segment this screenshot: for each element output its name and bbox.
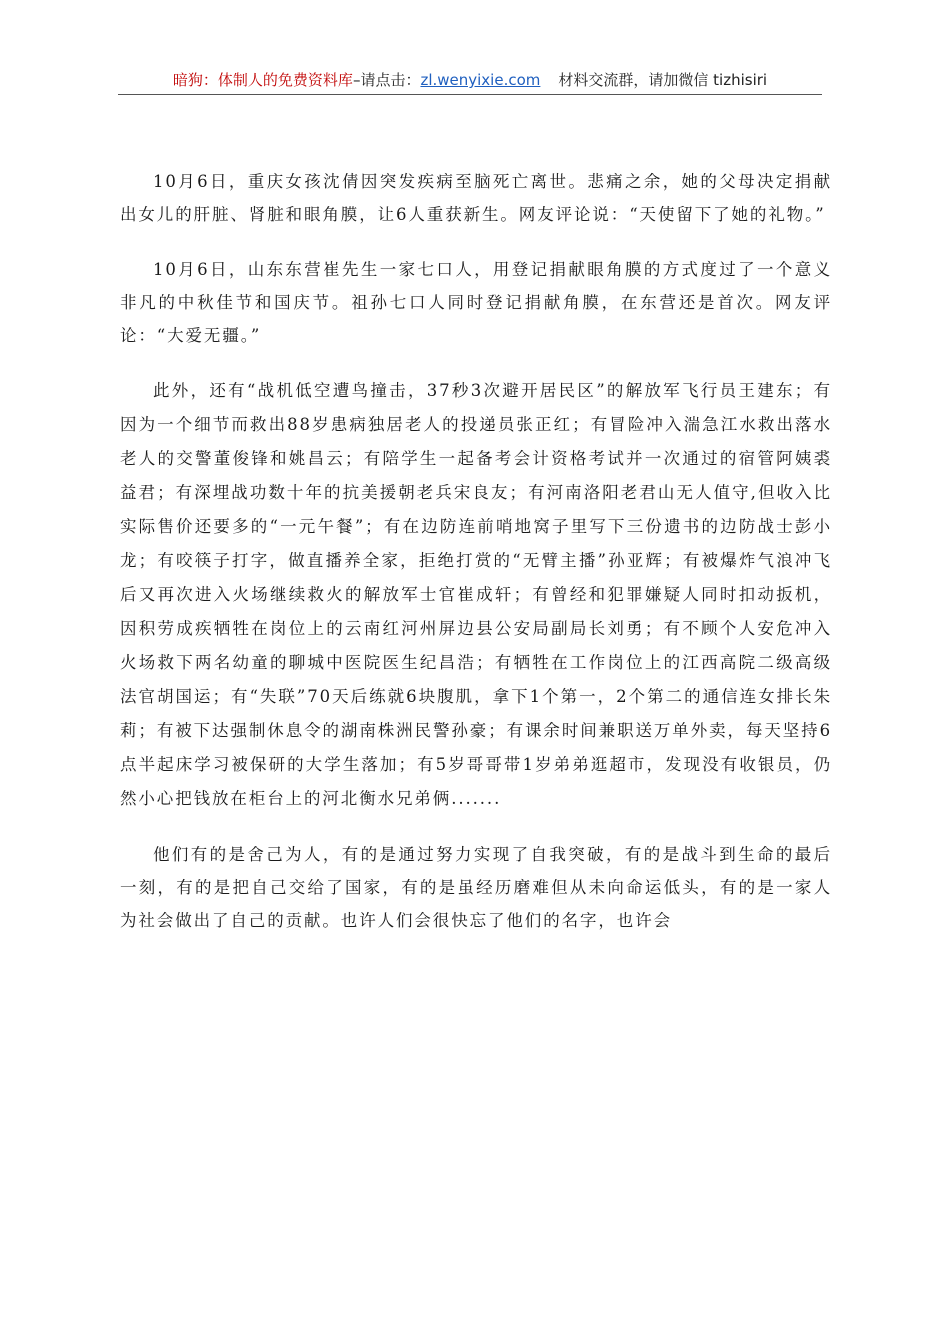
header-prompt: –请点击： xyxy=(352,71,421,89)
paragraph-1: 10月6日，重庆女孩沈倩因突发疾病至脑死亡离世。悲痛之余，她的父母决定捐献出女儿的肝脏、肾脏和眼角膜，让6人重获新生。网友评论说：“天使留下了她的礼物。” xyxy=(120,172,832,224)
header-link[interactable]: zl.wenyixie.com xyxy=(420,71,541,89)
header-brand: 暗狗：体制人的免费资料库 xyxy=(172,71,353,89)
document-body xyxy=(120,165,832,959)
page-header xyxy=(118,70,822,95)
header-contact: 材料交流群，请加微信 tizhisiri xyxy=(558,71,768,89)
paragraph-4: 他们有的是舍己为人，有的是通过努力实现了自我突破，有的是战斗到生命的最后一刻，有的是把自己交给了国家，有的是虽经历磨难但从未向命运低头，有的是一家人为社会做出了自己的贡献。也许人们会很快忘了他们的名字，也许会 xyxy=(120,845,832,930)
paragraph-2: 10月6日，山东东营崔先生一家七口人，用登记捐献眼角膜的方式度过了一个意义非凡的中秋佳节和国庆节。祖孙七口人同时登记捐献角膜，在东营还是首次。网友评论：“大爱无疆。” xyxy=(120,260,832,345)
paragraph-3: 此外，还有“战机低空遭鸟撞击，37秒3次避开居民区”的解放军飞行员王建东；有因为一个细节而救出88岁患病独居老人的投递员张正红；有冒险冲入湍急江水救出落水老人的交警董俊锋和姚昌云；有陪学生一起备考会计资格考试并一次通过的宿管阿姨裘益君；有深埋战功数十年的抗美援朝老兵宋良友；有河南洛阳老君山无人值守,但收入比实际售价还要多的“一元午餐”；有在边防连前哨地窝子里写下三份遗书的边防战士彭小龙；有咬筷子打字，做直播养全家，拒绝打赏的“无臂主播”孙亚辉；有被爆炸气浪冲飞后又再次进入火场继续救火的解放军士官崔成轩；有曾经和犯罪嫌疑人同时扣动扳机，因积劳成疾牺牲在岗位上的云南红河州屏边县公安局副局长刘勇；有不顾个人安危冲入火场救下两名幼童的聊城中医院医生纪昌浩；有牺牲在工作岗位上的江西高院二级高级法官胡国运；有“失联”70天后练就6块腹肌，拿下1个第一，2个第二的通信连女排长朱莉；有被下达强制休息令的湖南株洲民警孙豪；有课余时间兼职送万单外卖，每天坚持6点半起床学习被保研的大学生落加；有5岁哥哥带1岁弟弟逛超市，发现没有收银员，仍然小心把钱放在柜台上的河北衡水兄弟俩....... xyxy=(120,381,832,808)
